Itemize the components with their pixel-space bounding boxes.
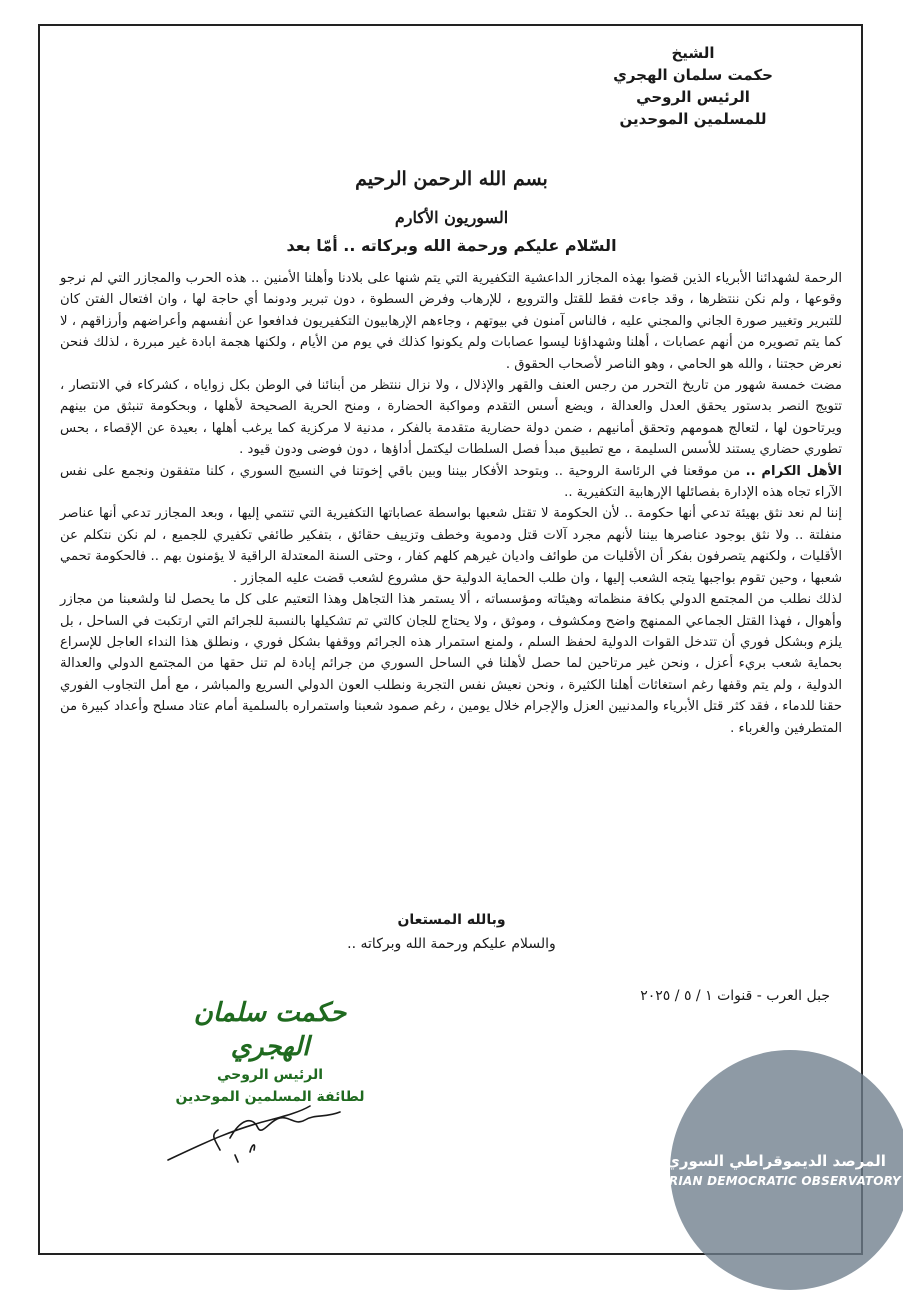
- paragraph-2: مضت خمسة شهور من تاريخ التحرر من رجس العنف والقهر والإذلال ، ولا نزال ننتظر من أبنائنا في الوطن بكل زواياه ، كشركاء في الانتصار ، تتويج النصر بدستور يحقق العدل والعدالة ، ويضع أسس التقدم ومواكبة الحضارة ، ومنح الحرية الصحيحة لأهلها ، وبحكومة تنبثق من بينهم ويرتاحون لها ، لتعالج همومهم وتحقق أمانيهم ، ضمن دولة حضارية متقدمة بالفكر ، مدنية لا مركزية كما يرغب أهلها ، بعيدة عن الإقصاء ، بحس تطوري حضاري يستند للأسس السليمة ، مع تطبيق مبدأ فصل السلطات ليكتمل أداؤها ، دون فوضى ودون قيود .: [60, 378, 842, 458]
- stamp-title: الرئيس الروحي: [216, 1067, 324, 1083]
- letterhead: [543, 42, 843, 130]
- header-line-title: الرئيس الروحي: [636, 88, 750, 106]
- header-line-sect: للمسلمين الموحدين: [619, 110, 767, 128]
- paragraph-3: [60, 461, 842, 504]
- handwritten-signature-icon: [160, 1090, 360, 1170]
- basmala: بسم الله الرحمن الرحيم: [355, 168, 548, 190]
- stamp-sect: لطائفة المسلمين الموحدين: [175, 1089, 365, 1105]
- letter-body: [60, 268, 842, 739]
- watermark-english: SYRIAN DEMOCRATIC OBSERVATORY: [651, 1174, 901, 1188]
- closing-line-1: وبالله المستعان: [397, 912, 506, 928]
- paragraph-1: الرحمة لشهدائنا الأبرياء الذين قضوا بهذه المجازر الداعشية التكفيرية التي يتم شنها على بلادنا وأهلنا الأمنين .. هذه الحرب والمجازر التي لم نرجو وقوعها ، ولم نكن ننتظرها ، وقد جاءت فقط للقتل والترويع ، للإرهاب وفرض السطوة ، دون تبرير ودونما أي حاجة لها ، وان افتعال الفتن كان للتبرير وتغيير صورة الجاني والمجني عليه ، فالناس آمنون في بيوتهم ، وجاءهم الإرهابيون التكفيريون فدافعوا عن أنفسهم وأعراضهم وأرزاقهم ، لا كما يتم تصويره من أنهم عصابات ، أهلنا وشهداؤنا ليسوا عصابات ولم يكونوا كذلك في يوم من الأيام ، ولكنها هجمة ابادة غير مبررة ، لذلك فنحن نعرض حجتنا ، والله هو الحامي ، وهو الناصر لأصحاب الحقوق .: [60, 271, 842, 372]
- paragraph-5: لذلك نطلب من المجتمع الدولي بكافة منظماته وهيئاته ومؤسساته ، ألا يستمر هذا التجاهل وهذا التعتيم على كل ما يحصل لنا ولشعبنا من مجازر وأهوال ، فهذا القتل الجماعي الممنهج واضح ومكشوف ، وموثق ، ولا يحتاج للجان كالتي تم تشكيلها بالنسبة للجرائم التي ارتكبت في الساحل ، بل يلزم وبشكل فوري أن تتدخل القوات الدولية لحفظ السلم ، ولمنع استمرار هذه الجرائم ووقفها بشكل فوري ، ونطلق هذا النداء العاجل للإسراع بحماية شعب بريء أعزل ، ونحن غير مرتاحين لما حصل لأهلنا في الساحل السوري من جرائم إبادة لم تنل حقها من المجتمع الدولي والعدالة الدولية ، ولم يتم وقفها رغم استغاثات أهلنا الكثيرة ، ونحن نعيش نفس التجربة ونطلب العون الدولي السريع والمباشر ، مع أمل التجاوب الفوري حقنا للدماء ، فقد كثر قتل الأبرياء والمدنيين العزل والإجرام خلال يومين ، رغم صمود شعبنا واستمراره بالسلمية أمام عتاد مسلح وأعداد كبيرة من المتطرفين والغرباء .: [60, 592, 842, 736]
- stamp-name: حكمت سلمان الهجري: [193, 998, 347, 1062]
- header-line-sheikh: الشيخ: [671, 44, 715, 62]
- official-stamp: [150, 996, 390, 1105]
- salutation: السوريون الأكارم: [394, 208, 509, 227]
- greeting: السّلام عليكم ورحمة الله وبركاته .. أمّا بعد: [286, 236, 617, 255]
- paragraph-4: إننا لم نعد نثق بهيئة تدعي أنها حكومة .. لأن الحكومة لا تقتل شعبها بواسطة عصاباتها التكفيرية التي تنتمي إليها ، وبعد المجازر تدعي أنها عناصر منفلتة .. ولا نثق بوجود عناصرها بيننا لأنهم مجرد آلات قتل ودموية وخطف وتزييف حقائق ، بتفكير طائفي تكفيري للجميع ، لم نكن نتكلم عن الأقليات ، ولكنهم يتصرفون بفكر أن الأقليات من طوائف واديان غيرهم كلهم كفار ، وحتى السنة المعتدلة الراقية لا يؤمنون بهم .. فالحكومة تحمي شعبها ، وحين تقوم بواجبها يتجه الشعب إليها ، وان طلب الحماية الدولية حق مشروع لشعب قضت عليه المجازر .: [60, 506, 842, 586]
- closing-line-2: والسلام عليكم ورحمة الله وبركاته ..: [347, 936, 556, 952]
- observatory-watermark: [651, 1050, 903, 1290]
- watermark-arabic: المرصد الديموقراطي السوري: [666, 1152, 886, 1170]
- paragraph-3-text: من موقعنا في الرئاسة الروحية .. وبتوحد الأفكار بيننا وبين باقي إخوتنا في النسيج السوري ، كلنا متفقون ونجمع على نفس الآراء تجاه هذه الإدارة بفصائلها الإرهابية التكفيرية ..: [60, 463, 842, 501]
- date-place: جبل العرب - قنوات ١ / ٥ / ٢٠٢٥: [640, 988, 830, 1004]
- paragraph-3-lead: الأهل الكرام ..: [745, 463, 842, 479]
- header-line-name: حكمت سلمان الهجري: [613, 66, 773, 84]
